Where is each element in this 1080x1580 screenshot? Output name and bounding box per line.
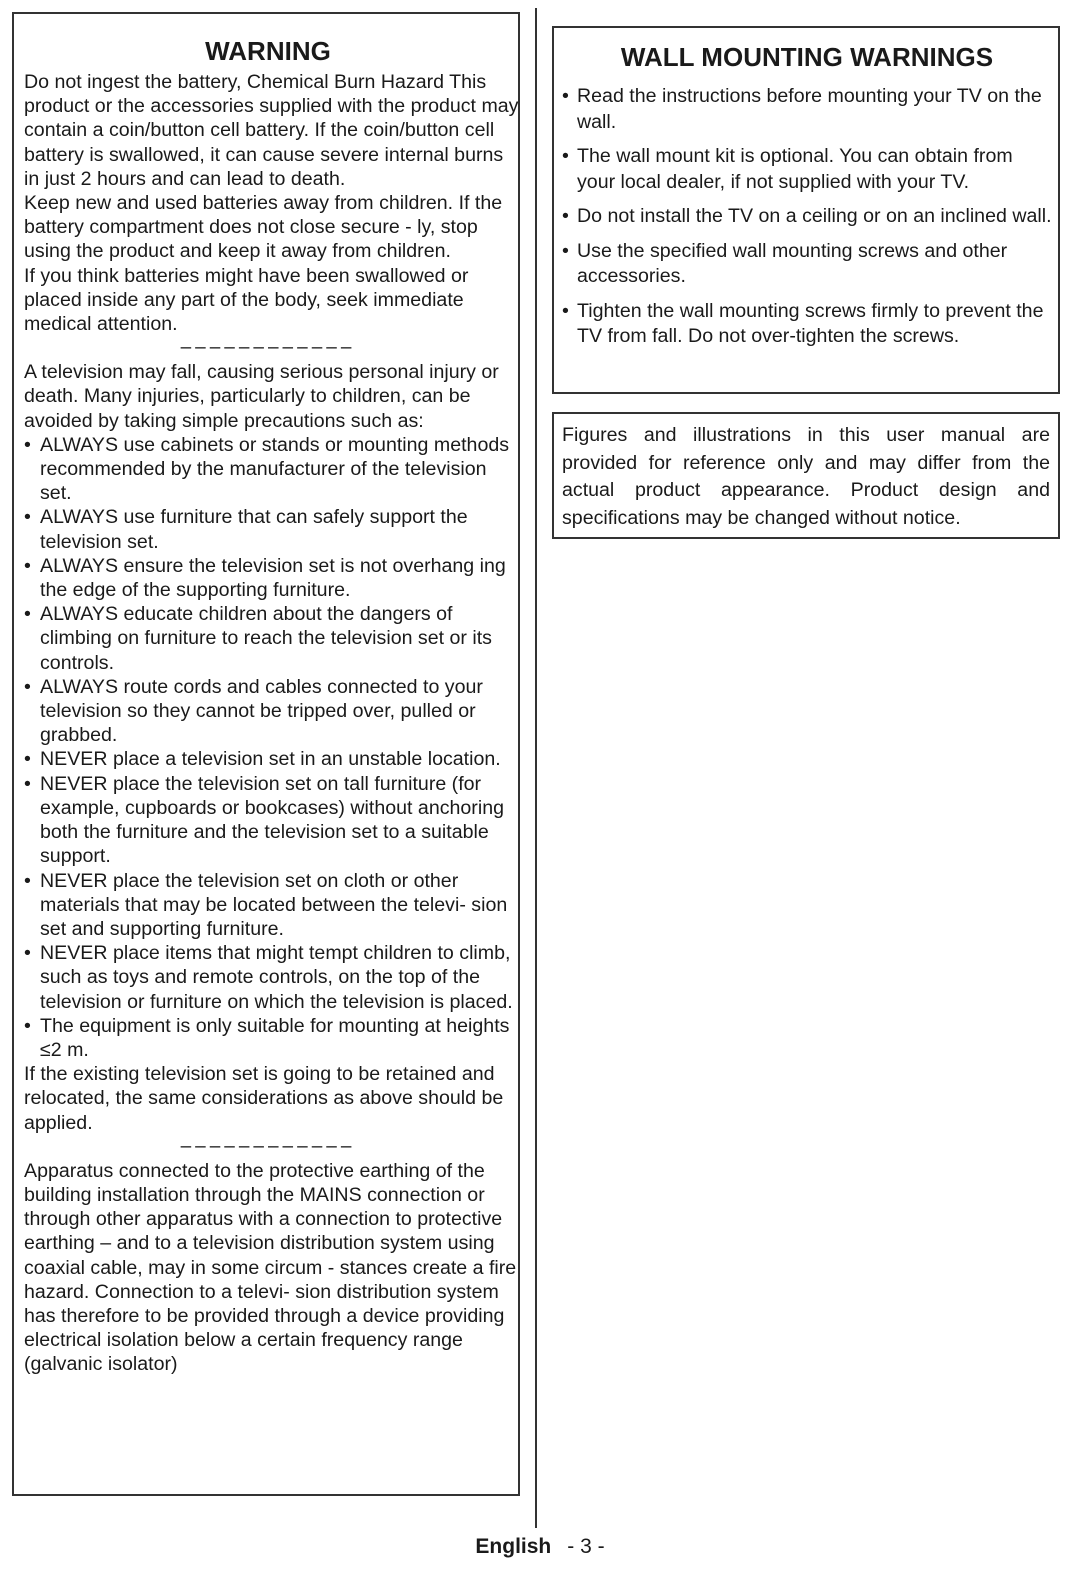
footer-language: English	[475, 1535, 552, 1558]
list-item: • NEVER place items that might tempt children to climb, such as toys and remote controls, on the top of the television or furniture on which the television is placed.	[24, 941, 522, 1014]
list-item: • Read the instructions before mounting your TV on the wall.	[562, 84, 1052, 135]
wall-mounting-title: WALL MOUNTING WARNINGS	[620, 42, 994, 72]
column-divider	[535, 8, 537, 1528]
list-item: • NEVER place the television set on tall furniture (for example, cupboards or bookcases) without anchoring both the furniture and the television set to a suitable support.	[24, 772, 522, 869]
list-item: • Tighten the wall mounting screws firmly to prevent the TV from fall. Do not over-tighten the screws.	[562, 299, 1052, 350]
section-separator: ––––––––––––	[180, 337, 356, 359]
list-item: • ALWAYS ensure the television set is not overhang ing the edge of the supporting furniture.	[24, 554, 522, 602]
list-item: • The wall mount kit is optional. You can obtain from your local dealer, if not supplied with your TV.	[562, 144, 1052, 195]
list-item: • ALWAYS educate children about the dangers of climbing on furniture to reach the television set or its controls.	[24, 602, 522, 675]
tip-over-intro: A television may fall, causing serious personal injury or death. Many injuries, particularly to children, can be avoided by taking simple precautions such as:	[24, 361, 499, 432]
section-separator: ––––––––––––	[180, 1135, 356, 1157]
list-item: • NEVER place a television set in an unstable location.	[24, 747, 522, 771]
wall-mounting-list	[562, 84, 1052, 350]
list-item: • ALWAYS use cabinets or stands or mounting methods recommended by the manufacturer of the television set.	[24, 433, 522, 506]
tip-over-outro: If the existing television set is going to be retained and relocated, the same considerations as above should be applied.	[24, 1063, 504, 1134]
wall-mounting-box	[552, 26, 1060, 394]
list-item: • ALWAYS use furniture that can safely support the television set.	[24, 505, 522, 553]
battery-paragraph: If you think batteries might have been swallowed or placed inside any part of the body, seek immediate medical attention.	[24, 264, 469, 336]
list-item: • Do not install the TV on a ceiling or on an inclined wall.	[562, 204, 1052, 230]
warning-title: WARNING	[205, 36, 331, 66]
battery-paragraph: Keep new and used batteries away from children. If the battery compartment does not close secure - ly, stop using the product and keep it away from children.	[24, 192, 503, 263]
page-number: - 3 -	[567, 1535, 605, 1558]
list-item: • The equipment is only suitable for mounting at heights ≤2 m.	[24, 1014, 522, 1062]
warning-box	[12, 12, 520, 1496]
earthing-paragraph: Apparatus connected to the protective earthing of the building installation through the MAINS connection or through other apparatus with a connection to protective earthing – and to a television distribution system using coaxial cable, may in some circum - stances create a fire hazard. Connection to a televi- sion distribution system has therefore to be provided through a device providing electrical isolation below a certain frequency range (galvanic isolator)	[24, 1159, 517, 1376]
battery-paragraph: Do not ingest the battery, Chemical Burn Hazard This product or the accessories supplied with the product may contain a coin/button cell battery. If the coin/button cell battery is swallowed, it can cause severe internal burns in just 2 hours and can lead to death.	[24, 71, 519, 190]
list-item: • ALWAYS route cords and cables connected to your television so they cannot be tripped over, pulled or grabbed.	[24, 675, 522, 748]
tip-over-list	[24, 433, 522, 1062]
list-item: • NEVER place the television set on cloth or other materials that may be located between the televi- sion set and supporting furniture.	[24, 869, 522, 942]
list-item: • Use the specified wall mounting screws and other accessories.	[562, 239, 1052, 290]
notice-box	[552, 412, 1060, 539]
page-footer	[0, 1534, 1080, 1560]
notice-text: Figures and illustrations in this user manual are provided for reference only and may differ from the actual product appearance. Product design and specifications may be changed without notice.	[562, 424, 1050, 529]
